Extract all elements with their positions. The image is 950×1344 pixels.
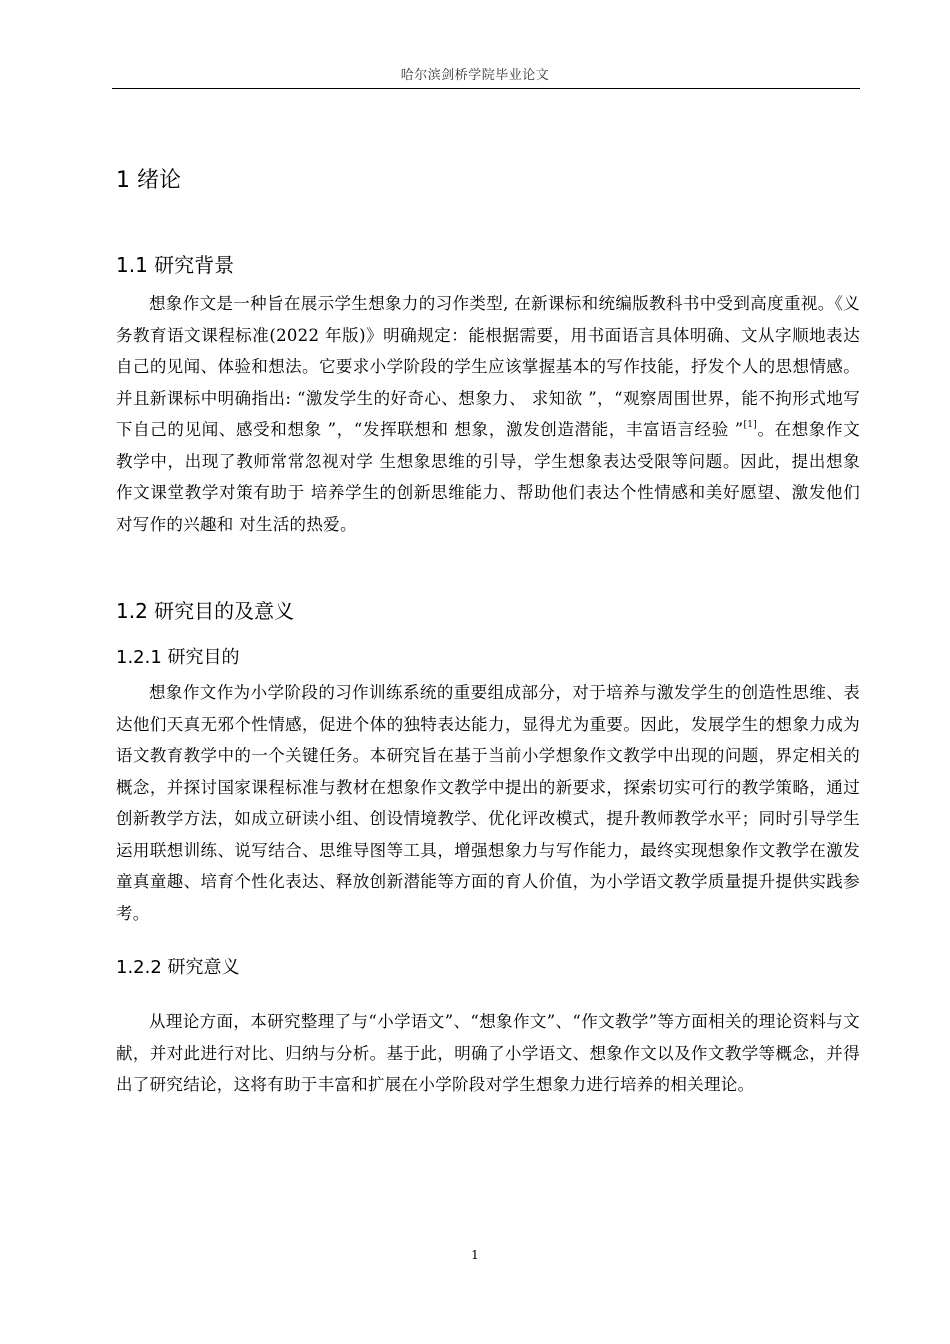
page-number: 1 <box>471 1248 479 1262</box>
running-header: 哈尔滨剑桥学院毕业论文 <box>400 68 550 83</box>
significance-paragraph: 从理论方面，本研究整理了与“小学语文”、“想象作文”、“作文教学”等方面相关的理论资料与文献，并对此进行对比、归纳与分析。基于此，明确了小学语文、想象作文以及作文教学等概念，并得出了研究结论，这将有助于丰富和扩展在小学阶段对学生想象力进行培养的相关理论。 <box>116 1012 860 1094</box>
background-text-part1: 想象作文是一种旨在展示学生想象力的习作类型, 在新课标和统编版教科书中受到高度重视。《义务教育语文课程标准(2022 年版)》明确规定：能根据需要，用书面语言具体明确、文从字顺地表达自己的见闻、体验和想法。它要求小学阶段的学生应该掌握基本的写作技能，抒发个人的思想情感。并且新课标中明确指出: “激发学生的好奇心、想象力、 求知欲 ”，“观察周围世界，能不拘形式地写下自己的见闻、感受和想象 ”，“发挥联想和 想象，激发创造潜能，丰富语言经验 ” <box>116 294 860 439</box>
purpose-paragraph: 想象作文作为小学阶段的习作训练系统的重要组成部分，对于培养与激发学生的创造性思维、表达他们天真无邪个性情感，促进个体的独特表达能力，显得尤为重要。因此，发展学生的想象力成为语文教育教学中的一个关键任务。本研究旨在基于当前小学想象作文教学中出现的问题，界定相关的概念，并探讨国家课程标准与教材在想象作文教学中提出的新要求，探索切实可行的教学策略，通过创新教学方法，如成立研读小组、创设情境教学、优化评改模式，提升教师教学水平；同时引导学生运用联想训练、说写结合、思维导图等工具，增强想象力与写作能力，最终实现想象作文教学在激发童真童趣、培育个性化表达、释放创新潜能等方面的育人价值，为小学语文教学质量提升提供实践参考。 <box>116 683 860 923</box>
background-paragraph <box>116 288 860 540</box>
section-heading-1-1: 1.1 研究背景 <box>116 253 235 277</box>
background-text-part2: 。在想象作文教学中，出现了教师常常忽视对学 生想象思维的引导，学生想象表达受限等问题。因此，提出想象作文课堂教学对策有助于 培养学生的创新思维能力、帮助他们表达个性情感和美好愿望、激发他们对写作的兴趣和 对生活的热爱。 <box>116 420 860 534</box>
section-heading-1-2-2: 1.2.2 研究意义 <box>116 957 240 978</box>
header-divider <box>112 88 860 89</box>
section-heading-1-2: 1.2 研究目的及意义 <box>116 599 295 623</box>
citation-ref[interactable]: [1] <box>743 420 758 430</box>
chapter-heading: 1 绪论 <box>116 168 181 193</box>
section-heading-1-2-1: 1.2.1 研究目的 <box>116 647 240 668</box>
